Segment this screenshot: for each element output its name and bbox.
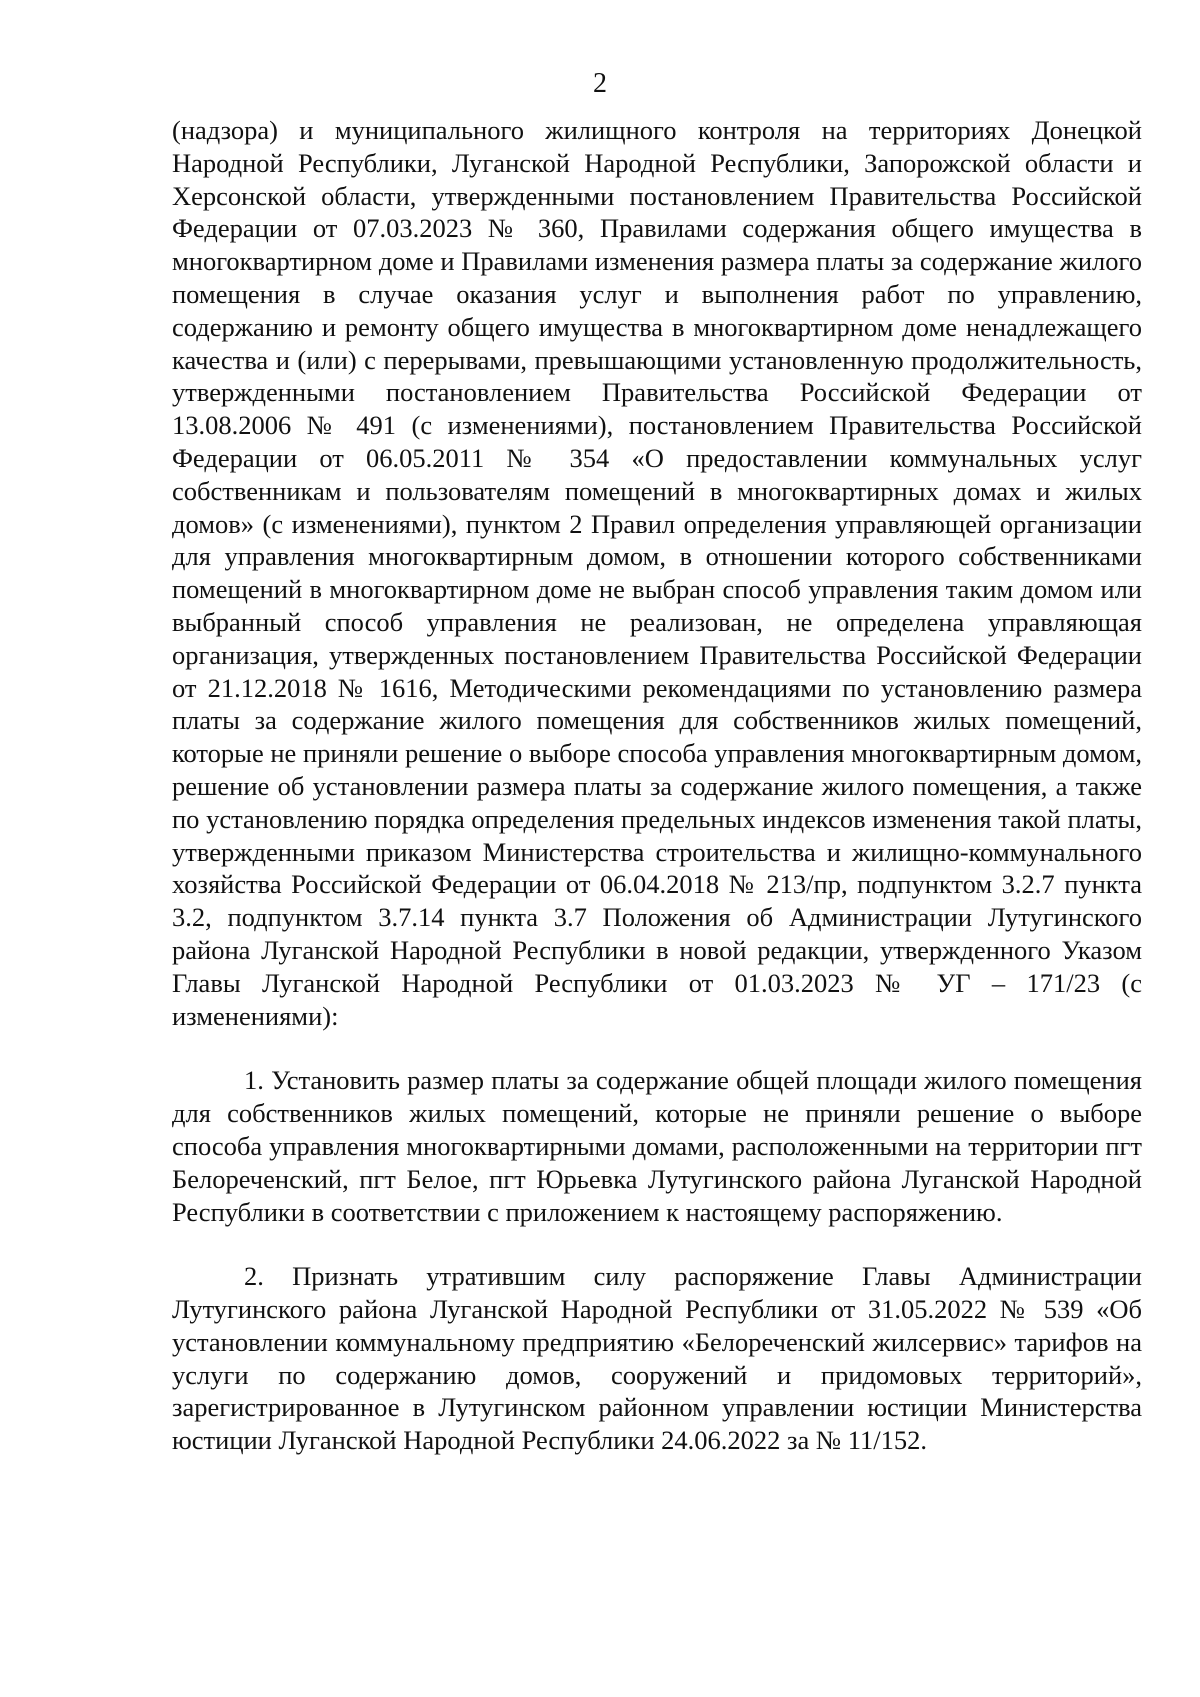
paragraph-item-2: 2. Признать утратившим силу распоряжение Главы Администрации Лутугинского района Луганской Народной Республики от 31.05.2022 № 539 «Об установлении коммунальному предприятию «Белореченский жилсервис» тарифов на услуги по содержанию домов, сооружений и придомовых территорий», зарегистрированное в Лутугинском районном управлении юстиции Министерства юстиции Луганской Народной Республики 24.06.2022 за № 11/152. bbox=[172, 1261, 1142, 1456]
document-body bbox=[172, 114, 1142, 1457]
paragraph-item-1: 1. Установить размер платы за содержание общей площади жилого помещения для собственников жилых помещений, которые не приняли решение о выборе способа управления многоквартирными домами, расположенными на территории пгт Белореченский, пгт Белое, пгт Юрьевка Лутугинского района Луганской Народной Республики в соответствии с приложением к настоящему распоряжению. bbox=[172, 1065, 1142, 1227]
page-number: 2 bbox=[593, 68, 607, 99]
paragraph-continuation: (надзора) и муниципального жилищного контроля на территориях Донецкой Народной Республики, Луганской Народной Республики, Запорожской области и Херсонской области, утвержденными постановлением Правительства Российской Федерации от 07.03.2023 № 360, Правилами содержания общего имущества в многоквартирном доме и Правилами изменения размера платы за содержание жилого помещения в случае оказания услуг и выполнения работ по управлению, содержанию и ремонту общего имущества в многоквартирном доме ненадлежащего качества и (или) с перерывами, превышающими установленную продолжительность, утвержденными постановлением Правительства Российской Федерации от 13.08.2006 № 491 (с изменениями), постановлением Правительства Российской Федерации от 06.05.2011 № 354 «О предоставлении коммунальных услуг собственникам и пользователям помещений в многоквартирных домах и жилых домов» (с изменениями), пунктом 2 Правил определения управляющей организации для управления многоквартирным домом, в отношении которого собственниками помещений в многоквартирном доме не выбран способ управления таким домом или выбранный способ управления не реализован, не определена управляющая организация, утвержденных постановлением Правительства Российской Федерации от 21.12.2018 № 1616, Методическими рекомендациями по установлению размера платы за содержание жилого помещения для собственников жилых помещений, которые не приняли решение о выборе способа управления многоквартирным домом, решение об установлении размера платы за содержание жилого помещения, а также по установлению порядка определения предельных индексов изменения такой платы, утвержденными приказом Министерства строительства и жилищно-коммунального хозяйства Российской Федерации от 06.04.2018 № 213/пр, подпунктом 3.2.7 пункта 3.2, подпунктом 3.7.14 пункта 3.7 Положения об Администрации Лутугинского района Луганской Народной Республики в новой редакции, утвержденного Указом Главы Луганской Народной Республики от 01.03.2023 № УГ – 171/23 (с изменениями): bbox=[172, 115, 1142, 1031]
